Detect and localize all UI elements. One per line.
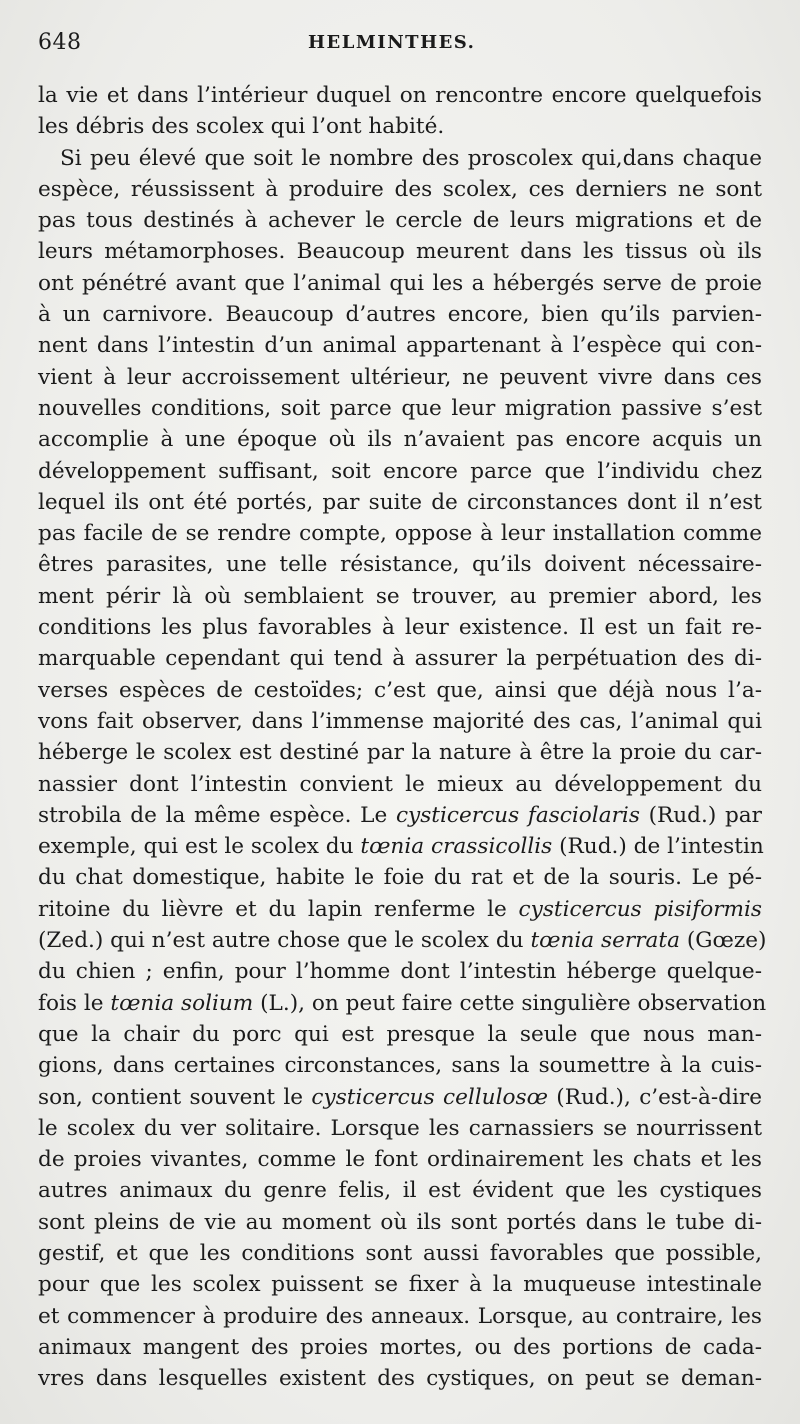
text-line: lequel ils ont été portés, par suite de circonstances dont il n’est (38, 489, 762, 515)
italic-term: cysticercus fasciolaris (395, 802, 640, 828)
text-line: ment périr là où semblaient se trouver, au premier abord, les (38, 583, 762, 609)
italic-term: tœnia solium (110, 990, 254, 1016)
text-segment: (Rud.) par (639, 802, 763, 828)
italic-term: cysticercus pisiformis (518, 896, 762, 922)
text-line: autres animaux du genre felis, il est évident que les cystiques (38, 1178, 762, 1204)
text-line: vres dans lesquelles existent des cystiques, on peut se deman- (38, 1366, 762, 1392)
text-segment: (Rud.) de l’intestin (552, 834, 764, 860)
text-line: pour que les scolex puissent se fixer à la muqueuse intestinale (38, 1272, 762, 1298)
text-line: espèce, réussissent à produire des scolex, ces derniers ne sont (38, 176, 762, 202)
text-line: animaux mangent des proies mortes, ou des portions de cada- (38, 1334, 762, 1360)
text-line: leurs métamorphoses. Beaucoup meurent dans les tissus où ils (38, 239, 762, 265)
text-segment: exemple, qui est le scolex du (38, 834, 361, 860)
text-line: sont pleins de vie au moment où ils sont portés dans le tube di- (38, 1209, 762, 1235)
text-line: vons fait observer, dans l’immense majorité des cas, l’animal qui (38, 708, 762, 734)
running-head: HELMINTHES. (308, 32, 476, 53)
text-line (38, 894, 762, 925)
text-line: à un carnivore. Beaucoup d’autres encore, bien qu’ils parvien- (38, 302, 762, 328)
text-line: verses espèces de cestoïdes; c’est que, ainsi que déjà nous l’a- (38, 677, 762, 703)
text-line: la vie et dans l’intérieur duquel on rencontre encore quelquefois (38, 83, 762, 108)
text-line (38, 925, 767, 956)
text-line: que la chair du porc qui est presque la seule que nous man- (38, 1021, 762, 1047)
text-line: nent dans l’intestin d’un animal appartenant à l’espèce qui con- (38, 333, 762, 359)
text-line: de proies vivantes, comme le font ordinairement les chats et les (38, 1147, 762, 1173)
page-number: 648 (38, 30, 82, 55)
text-line: héberge le scolex est destiné par la nature à être la proie du car- (38, 740, 762, 766)
text-line: nassier dont l’intestin convient le mieux au développement du (38, 771, 762, 797)
text-line: ont pénétré avant que l’animal qui les a hébergés serve de proie (38, 270, 762, 296)
text-segment: strobila de la même espèce. Le (38, 802, 396, 828)
text-line: nouvelles conditions, soit parce que leur migration passive s’est (38, 395, 762, 421)
text-line: du chat domestique, habite le foie du rat et de la souris. Le pé- (38, 865, 762, 891)
text-segment: (L.), on peut faire cette singulière observation (253, 990, 767, 1016)
text-segment: (Gœze) (679, 928, 767, 954)
text-segment: ritoine du lièvre et du lapin renferme le (38, 896, 519, 922)
text-line: Si peu élevé que soit le nombre des proscolex qui,dans chaque (60, 145, 762, 171)
body-text (38, 80, 767, 1394)
text-line: gions, dans certaines circonstances, sans la soumettre à la cuis- (38, 1053, 762, 1079)
text-line: vient à leur accroissement ultérieur, ne peuvent vivre dans ces (38, 364, 762, 390)
text-line: conditions les plus favorables à leur existence. Il est un fait re- (38, 615, 762, 641)
text-line: les débris des scolex qui l’ont habité. (38, 114, 445, 140)
page-header (38, 30, 758, 66)
text-line: pas tous destinés à achever le cercle de leurs migrations et de (38, 208, 762, 234)
text-line (38, 831, 762, 862)
text-segment: (Rud.), c’est-à-dire (547, 1084, 762, 1110)
text-segment: (Zed.) qui n’est autre chose que le scolex du (38, 928, 531, 954)
text-line: et commencer à produire des anneaux. Lorsque, au contraire, les (38, 1303, 762, 1329)
text-line: gestif, et que les conditions sont aussi favorables que possible, (38, 1240, 762, 1266)
text-line: du chien ; enfin, pour l’homme dont l’intestin héberge quelque- (38, 959, 762, 985)
text-line: marquable cependant qui tend à assurer la perpétuation des di- (38, 646, 762, 672)
text-segment: fois le (38, 990, 111, 1016)
italic-term: tœnia serrata (530, 928, 680, 954)
text-line: développement suffisant, soit encore parce que l’individu chez (38, 458, 762, 484)
text-line: êtres parasites, une telle résistance, qu’ils doivent nécessaire- (38, 552, 762, 578)
text-line (38, 800, 762, 831)
text-line (38, 988, 767, 1019)
text-line: pas facile de se rendre compte, oppose à leur installation comme (38, 521, 762, 547)
italic-term: tœnia crassicollis (360, 834, 553, 860)
text-line: accomplie à une époque où ils n’avaient pas encore acquis un (38, 427, 762, 453)
italic-term: cysticercus cellulosœ (311, 1084, 548, 1110)
text-line: le scolex du ver solitaire. Lorsque les carnassiers se nourrissent (38, 1115, 762, 1141)
text-line (38, 1082, 762, 1113)
text-segment: son, contient souvent le (38, 1084, 312, 1110)
